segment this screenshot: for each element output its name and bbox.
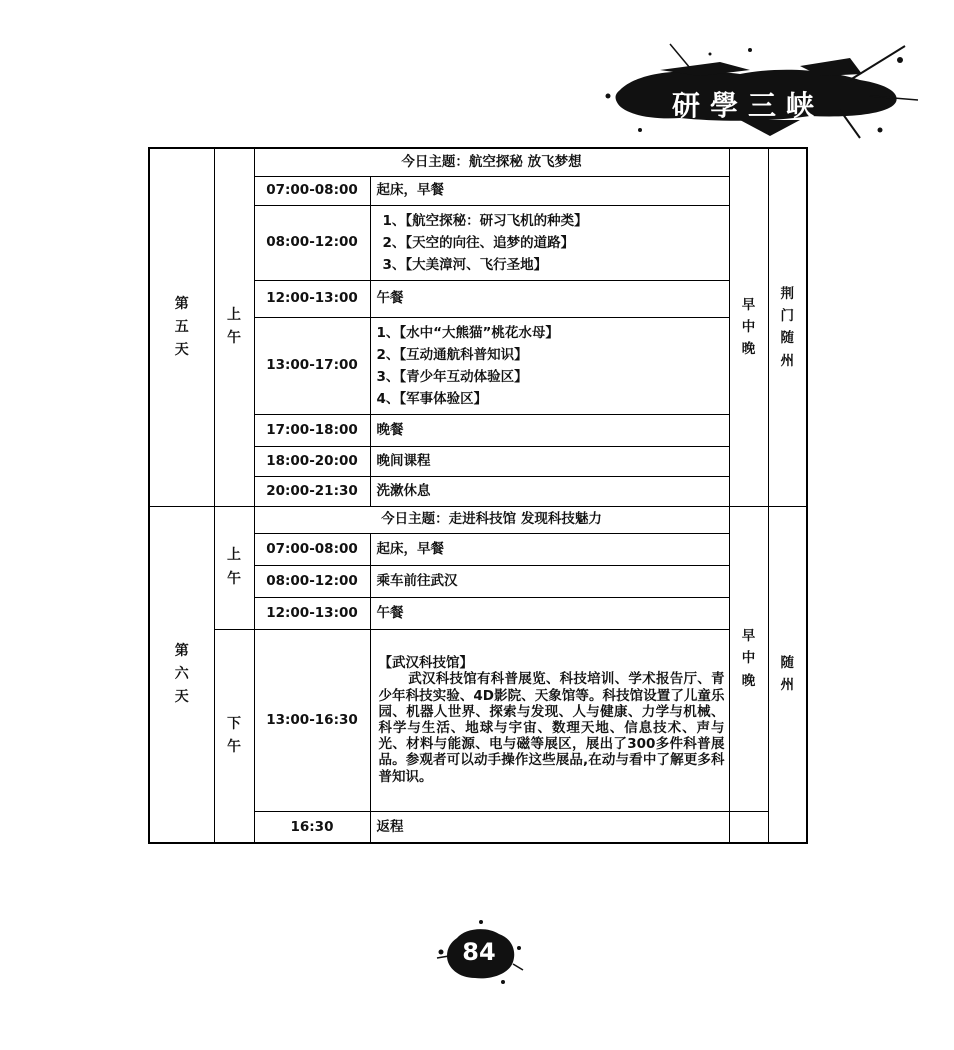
empty-cell xyxy=(729,811,768,843)
activity-cell: 乘车前往武汉 xyxy=(370,565,729,597)
page-number-text: 84 xyxy=(462,938,496,966)
list-item: 2、【互动通航科普知识】 xyxy=(376,346,528,363)
list-item: 2、【天空的向往、追梦的道路】 xyxy=(382,234,575,251)
day5-meals: 早中晚 xyxy=(729,148,768,506)
day5-period: 上午 xyxy=(214,148,254,506)
list-item: 4、【军事体验区】 xyxy=(376,390,488,407)
time-cell: 17:00-18:00 xyxy=(254,414,370,446)
activity-cell: 起床，早餐 xyxy=(370,176,729,205)
time-cell: 12:00-13:00 xyxy=(254,280,370,317)
day5-theme-row xyxy=(149,148,807,176)
day5-place: 荆门 随州 xyxy=(768,148,807,506)
day5-theme: 今日主题：航空探秘 放飞梦想 xyxy=(254,148,729,176)
list-item: 3、【青少年互动体验区】 xyxy=(376,368,528,385)
list-item: 1、【航空探秘：研习飞机的种类】 xyxy=(382,212,588,229)
time-cell: 20:00-21:30 xyxy=(254,476,370,506)
venue-title: 【武汉科技馆】 xyxy=(378,655,473,672)
time-cell: 13:00-17:00 xyxy=(254,317,370,414)
day6-period-pm: 下午 xyxy=(214,629,254,843)
time-cell: 08:00-12:00 xyxy=(254,205,370,280)
header-banner xyxy=(600,40,920,150)
list-item: 1、【水中“大熊猫”桃花水母】 xyxy=(376,324,559,341)
list-item: 3、【大美漳河、飞行圣地】 xyxy=(382,256,548,273)
activity-cell: 晚间课程 xyxy=(370,446,729,476)
activity-list xyxy=(370,317,729,414)
schedule-table xyxy=(148,147,808,844)
time-cell: 18:00-20:00 xyxy=(254,446,370,476)
time-cell: 16:30 xyxy=(254,811,370,843)
activity-cell: 起床，早餐 xyxy=(370,533,729,565)
activity-list xyxy=(370,205,729,280)
day6-period-am: 上午 xyxy=(214,506,254,629)
time-cell: 12:00-13:00 xyxy=(254,597,370,629)
time-cell: 08:00-12:00 xyxy=(254,565,370,597)
day6-theme: 今日主题：走进科技馆 发现科技魅力 xyxy=(254,506,729,533)
time-cell: 07:00-08:00 xyxy=(254,176,370,205)
day5-day-label: 第五天 xyxy=(149,148,214,506)
header-title: 研學三峡 xyxy=(672,89,825,122)
day6-meals: 早中晚 xyxy=(729,506,768,811)
day6-day-label: 第六天 xyxy=(149,506,214,843)
activity-cell: 午餐 xyxy=(370,280,729,317)
activity-cell: 返程 xyxy=(370,811,729,843)
activity-cell: 午餐 xyxy=(370,597,729,629)
time-cell: 13:00-16:30 xyxy=(254,629,370,811)
table-row xyxy=(149,629,807,811)
day6-place: 随州 xyxy=(768,506,807,843)
activity-cell: 洗漱休息 xyxy=(370,476,729,506)
activity-cell: 晚餐 xyxy=(370,414,729,446)
time-cell: 07:00-08:00 xyxy=(254,533,370,565)
page-number xyxy=(433,918,525,988)
activity-description xyxy=(370,629,729,811)
venue-text: 武汉科技馆有科普展览、科技培训、学术报告厅、青少年科技实验、4D影院、天象馆等。科技馆设置了儿童乐园、机器人世界、探索与发现、人与健康、力学与机械、科学与生活、地球与宇宙、数理天地、信息技术、声与光、材料与能源、电与磁等展区，展出了300多件科普展品。参观者可以动手操作这些展品,在动与看中了解更多科普知识。 xyxy=(378,671,725,785)
day6-theme-row xyxy=(149,506,807,533)
